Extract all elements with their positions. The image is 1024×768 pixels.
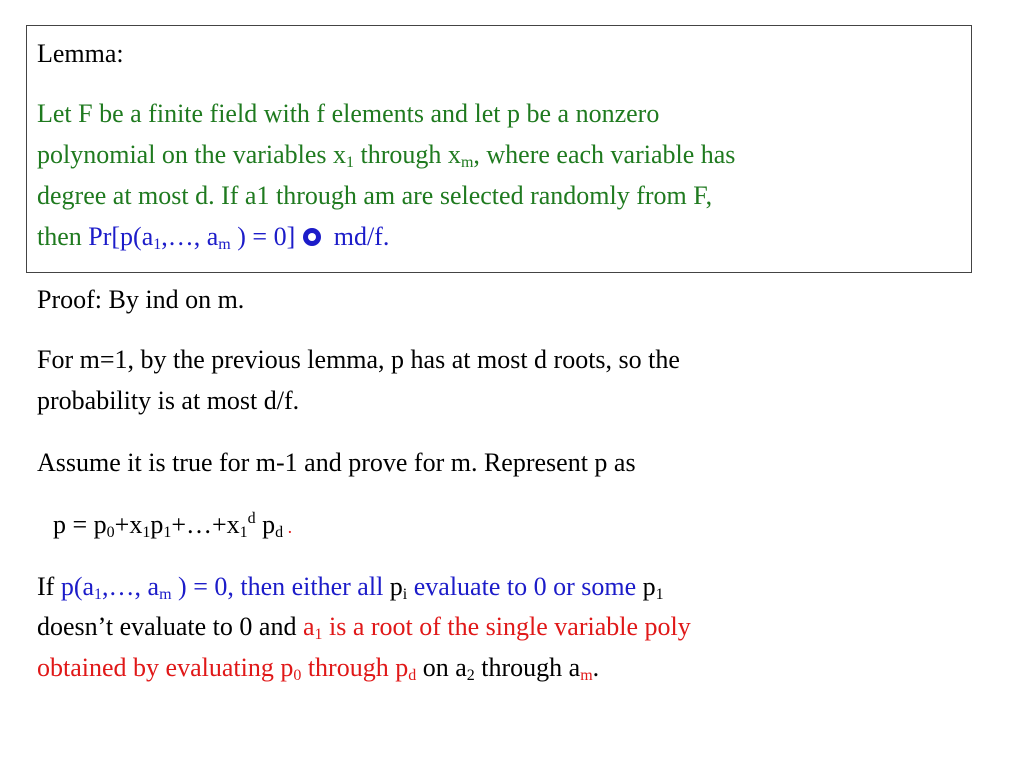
- lemma-title-text: Lemma:: [37, 39, 124, 68]
- proof-line-2: [37, 345, 680, 375]
- subscript-m: m: [159, 586, 172, 603]
- lemma-title: [37, 39, 124, 69]
- lemma-line-2-text-c: , where each variable has: [473, 140, 736, 169]
- lemma-line-3: [37, 181, 712, 211]
- root-text: obtained by evaluating p: [37, 653, 294, 682]
- lemma-line-2: [37, 140, 735, 170]
- lemma-line-4: [37, 222, 389, 252]
- subscript-m: m: [580, 667, 593, 684]
- final-line-3: [37, 653, 599, 683]
- root-text: is a root of the single variable poly: [322, 612, 691, 641]
- subscript-i: i: [402, 586, 408, 603]
- subscript-d: d: [275, 524, 284, 541]
- formula-part: p: [255, 510, 276, 539]
- formula-part: p = p: [53, 510, 107, 539]
- final-line-2: [37, 612, 691, 642]
- if-text: If: [37, 572, 61, 601]
- proof-line-2-text: For m=1, by the previous lemma, p has at most d roots, so the: [37, 345, 680, 374]
- proof-line-3-text: probability is at most d/f.: [37, 386, 300, 415]
- final-text: through a: [474, 653, 581, 682]
- proof-line-1: [37, 285, 244, 315]
- circle-bullet-icon: [303, 228, 321, 246]
- probability-text-a: Pr[p(a: [88, 222, 154, 251]
- bound-text: md/f.: [327, 222, 390, 251]
- probability-text-c: ) = 0]: [230, 222, 296, 251]
- subscript-1: 1: [346, 154, 355, 171]
- final-dot: .: [592, 653, 600, 682]
- final-line-1: [37, 572, 664, 602]
- condition-text: p(a: [60, 572, 95, 601]
- subscript-d: d: [408, 667, 417, 684]
- final-text: doesn’t evaluate to 0 and: [37, 612, 303, 641]
- proof-line-4: [37, 448, 636, 478]
- lemma-line-2-text-b: through x: [354, 140, 461, 169]
- formula-part: +x: [114, 510, 143, 539]
- condition-text: ) = 0, then either all: [171, 572, 390, 601]
- subscript-m: m: [218, 236, 231, 253]
- subscript-1: 1: [153, 236, 162, 253]
- p-text: p: [642, 572, 656, 601]
- probability-text-b: ,…, a: [161, 222, 219, 251]
- subscript-0: 0: [106, 524, 115, 541]
- superscript-d: d: [247, 510, 256, 527]
- formula-dot: .: [283, 517, 293, 537]
- formula-part: +…+x: [171, 510, 240, 539]
- p-text: p: [389, 572, 403, 601]
- then-text: then: [37, 222, 89, 251]
- lemma-line-1: [37, 99, 659, 129]
- root-text: a: [302, 612, 315, 641]
- subscript-1: 1: [163, 524, 172, 541]
- subscript-1: 1: [314, 626, 323, 643]
- formula-line: [53, 510, 292, 542]
- root-text: through p: [301, 653, 409, 682]
- proof-line-4-text: Assume it is true for m-1 and prove for m. Represent p as: [37, 448, 636, 477]
- formula-part: p: [150, 510, 164, 539]
- subscript-1: 1: [142, 524, 151, 541]
- subscript-2: 2: [466, 667, 475, 684]
- subscript-1: 1: [655, 586, 664, 603]
- condition-text: evaluate to 0 or some: [407, 572, 643, 601]
- lemma-line-1-text: Let F be a finite field with f elements and let p be a nonzero: [37, 99, 660, 128]
- final-text: on a: [416, 653, 467, 682]
- lemma-line-2-text-a: polynomial on the variables x: [37, 140, 347, 169]
- proof-line-1-text: Proof: By ind on m.: [37, 285, 245, 314]
- subscript-1: 1: [94, 586, 103, 603]
- subscript-1: 1: [239, 524, 248, 541]
- subscript-0: 0: [293, 667, 302, 684]
- condition-text: ,…, a: [102, 572, 160, 601]
- proof-line-3: [37, 386, 299, 416]
- subscript-m: m: [460, 154, 474, 171]
- lemma-line-3-text: degree at most d. If a1 through am are selected randomly from F,: [37, 181, 713, 210]
